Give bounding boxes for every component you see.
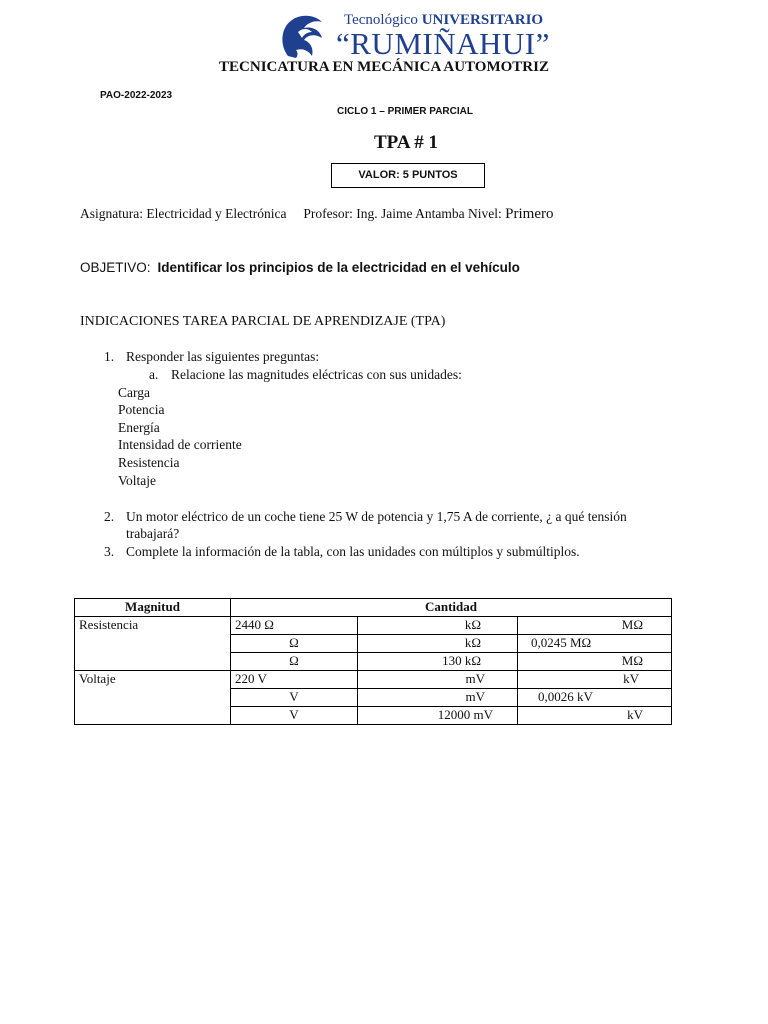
table-cell: 0,0245 MΩ	[518, 635, 672, 653]
pao-label: PAO-2022-2023	[100, 90, 173, 101]
table-cell: 2440 Ω	[231, 617, 358, 635]
table-cell: 220 V	[231, 671, 358, 689]
logo-line2: “RUMIÑAHUI”	[336, 26, 550, 61]
table-cell: MΩ	[518, 653, 672, 671]
header-cantidad: Cantidad	[231, 599, 672, 617]
profesor-text: Profesor: Ing. Jaime Antamba	[303, 206, 465, 221]
table-cell: MΩ	[518, 617, 672, 635]
magnitud-item: Energía	[118, 420, 160, 435]
item3-text: Complete la información de la tabla, con las unidades con múltiplos y submúltiplos.	[126, 544, 580, 559]
header-magnitud: Magnitud	[75, 599, 231, 617]
table-cell: 130 kΩ	[358, 653, 518, 671]
magnitud-item: Carga	[118, 385, 150, 400]
tpa-heading: TPA # 1	[373, 132, 439, 153]
item2-number: 2.	[104, 509, 115, 524]
table-cell: Ω	[231, 653, 358, 671]
ciclo-label: CICLO 1 – PRIMER PARCIAL	[337, 106, 473, 117]
table-cell: V	[231, 707, 358, 725]
table-cell: kV	[518, 707, 672, 725]
table-cell: 12000 mV	[358, 707, 518, 725]
nivel-label: Nivel:	[468, 206, 502, 221]
table-cell: V	[231, 689, 358, 707]
nivel-value: Primero	[505, 206, 554, 222]
sub-a-letter: a.	[149, 367, 159, 382]
units-table	[74, 598, 672, 725]
item1-text: Responder las siguientes preguntas:	[126, 349, 320, 364]
table-cell: kV	[518, 671, 672, 689]
table-header-row	[75, 599, 672, 617]
magnitud-voltaje: Voltaje	[75, 671, 231, 725]
magnitud-resistencia: Resistencia	[75, 617, 231, 671]
logo-line1: Tecnológico UNIVERSITARIO	[344, 12, 544, 28]
item3-number: 3.	[104, 544, 115, 559]
table-row	[75, 617, 672, 635]
objetivo-label: OBJETIVO:	[80, 260, 151, 275]
table-cell: kΩ	[358, 635, 518, 653]
indicaciones-heading: INDICACIONES TAREA PARCIAL DE APRENDIZAJE (TPA)	[80, 314, 446, 329]
valor-box: VALOR: 5 PUNTOS	[331, 163, 485, 188]
institution-logo	[278, 10, 548, 62]
item2-text-line1: Un motor eléctrico de un coche tiene 25 W de potencia y 1,75 A de corriente, ¿ a qué tensión	[126, 509, 627, 524]
info-line	[80, 206, 553, 223]
table-row	[75, 671, 672, 689]
table-cell: kΩ	[358, 617, 518, 635]
objetivo-text: Identificar los principios de la electricidad en el vehículo	[157, 260, 520, 275]
objetivo-line	[80, 260, 520, 277]
table-cell: mV	[358, 671, 518, 689]
logo-emblem-icon	[278, 12, 330, 60]
item2-text-line2: trabajará?	[126, 526, 180, 541]
magnitud-item: Potencia	[118, 402, 165, 417]
page-title: TECNICATURA EN MECÁNICA AUTOMOTRIZ	[219, 59, 549, 75]
table-cell: mV	[358, 689, 518, 707]
table-cell: 0,0026 kV	[518, 689, 672, 707]
asignatura-text: Asignatura: Electricidad y Electrónica	[80, 206, 287, 221]
table-cell: Ω	[231, 635, 358, 653]
sub-a-text: Relacione las magnitudes eléctricas con sus unidades:	[171, 367, 462, 382]
magnitud-item: Intensidad de corriente	[118, 437, 242, 452]
item1-number: 1.	[104, 349, 115, 364]
magnitud-item: Voltaje	[118, 473, 156, 488]
magnitud-item: Resistencia	[118, 455, 180, 470]
